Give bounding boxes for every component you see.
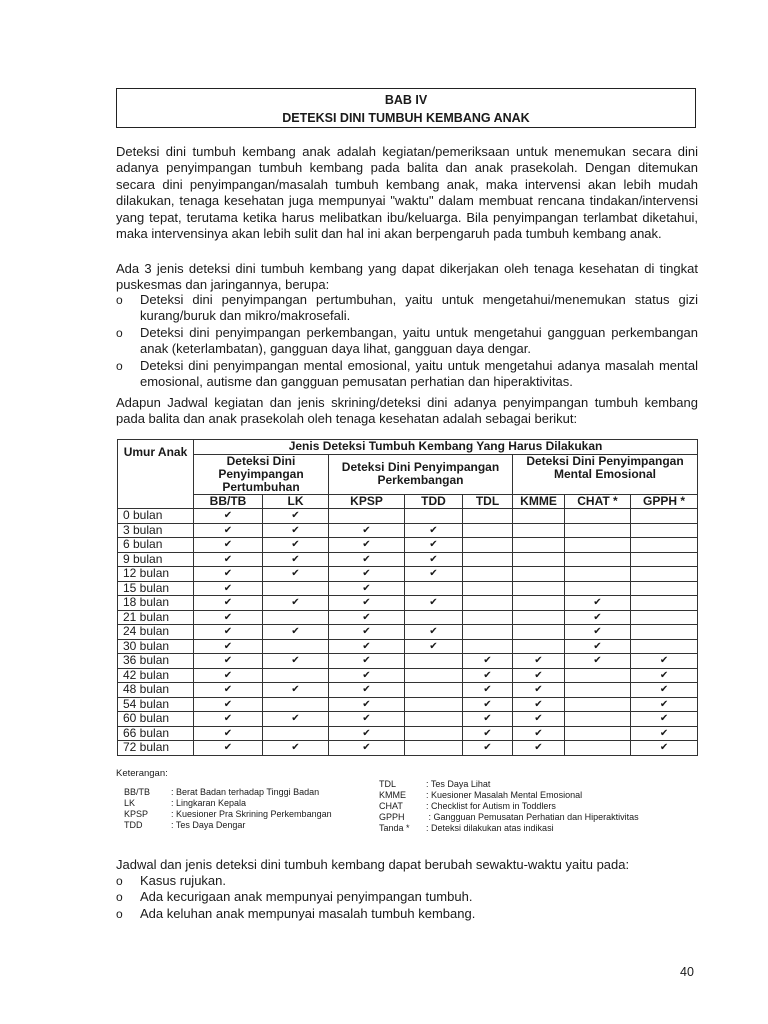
column-header-row <box>118 494 698 509</box>
age-cell: 60 bulan <box>118 712 194 727</box>
table-row <box>118 596 698 611</box>
check-icon: ✔ <box>194 523 263 538</box>
keterangan-abbr: KMME <box>379 790 406 800</box>
keterangan-item <box>379 812 639 823</box>
check-icon: ✔ <box>463 668 513 683</box>
table-row <box>118 509 698 524</box>
check-icon: ✔ <box>329 683 405 698</box>
age-cell: 9 bulan <box>118 552 194 567</box>
check-icon: ✔ <box>329 654 405 669</box>
empty-cell <box>513 567 565 582</box>
check-icon: ✔ <box>513 712 565 727</box>
list-item: o Deteksi dini penyimpangan perkembangan, yaitu untuk mengetahui gangguan perkembangan anak (keterlambatan), gangguan daya lihat, gangguan daya dengar. <box>116 324 698 357</box>
empty-cell <box>631 596 698 611</box>
age-cell: 66 bulan <box>118 726 194 741</box>
check-icon: ✔ <box>565 596 631 611</box>
age-cell: 12 bulan <box>118 567 194 582</box>
empty-cell <box>631 509 698 524</box>
keterangan-abbr: BB/TB <box>124 787 151 797</box>
list-item: o Deteksi dini penyimpangan mental emosional, yaitu untuk mengetahui adanya masalah mental emosional, autisme dan gangguan pemusatan perhatian dan hiperaktivitas. <box>116 357 698 390</box>
check-icon: ✔ <box>329 596 405 611</box>
jenis-deteksi-list <box>116 292 698 390</box>
empty-cell <box>565 712 631 727</box>
keterangan-desc: : Checklist for Autism in Toddlers <box>426 801 556 811</box>
table-row <box>118 654 698 669</box>
list-item: o Kasus rujukan. <box>116 873 226 888</box>
empty-cell <box>565 726 631 741</box>
empty-cell <box>463 567 513 582</box>
column-header: TDD <box>405 494 463 509</box>
check-icon: ✔ <box>329 726 405 741</box>
empty-cell <box>463 625 513 640</box>
empty-cell <box>263 697 329 712</box>
keterangan-abbr: TDL <box>379 779 397 789</box>
check-icon: ✔ <box>329 567 405 582</box>
check-icon: ✔ <box>263 741 329 756</box>
keterangan-abbr: CHAT <box>379 801 403 811</box>
table-row <box>118 610 698 625</box>
check-icon: ✔ <box>329 697 405 712</box>
empty-cell <box>565 697 631 712</box>
empty-cell <box>565 538 631 553</box>
empty-cell <box>631 625 698 640</box>
empty-cell <box>263 610 329 625</box>
empty-cell <box>463 581 513 596</box>
page-number: 40 <box>680 965 694 979</box>
keterangan-desc: : Gangguan Pemusatan Perhatian dan Hiperaktivitas <box>426 812 639 822</box>
keterangan-item <box>379 823 639 834</box>
bullet-icon: o <box>116 874 123 888</box>
keterangan-item <box>124 798 332 809</box>
empty-cell <box>463 552 513 567</box>
empty-cell <box>463 596 513 611</box>
table-row <box>118 625 698 640</box>
check-icon: ✔ <box>263 683 329 698</box>
empty-cell <box>565 581 631 596</box>
empty-cell <box>565 552 631 567</box>
empty-cell <box>405 712 463 727</box>
check-icon: ✔ <box>329 610 405 625</box>
check-icon: ✔ <box>329 712 405 727</box>
keterangan-item <box>124 820 332 831</box>
keterangan-item <box>379 801 639 812</box>
check-icon: ✔ <box>329 741 405 756</box>
check-icon: ✔ <box>405 523 463 538</box>
table-row <box>118 668 698 683</box>
check-icon: ✔ <box>513 654 565 669</box>
bullet-icon: o <box>116 293 123 307</box>
check-icon: ✔ <box>463 741 513 756</box>
empty-cell <box>405 581 463 596</box>
check-icon: ✔ <box>194 509 263 524</box>
check-icon: ✔ <box>194 625 263 640</box>
empty-cell <box>565 741 631 756</box>
check-icon: ✔ <box>329 668 405 683</box>
empty-cell <box>565 523 631 538</box>
bullet-icon: o <box>116 890 123 905</box>
empty-cell <box>513 610 565 625</box>
bullet-icon: o <box>116 906 123 921</box>
list-item: o Ada kecurigaan anak mempunyai penyimpangan tumbuh. <box>116 889 473 905</box>
table-row <box>118 523 698 538</box>
check-icon: ✔ <box>513 697 565 712</box>
empty-cell <box>513 552 565 567</box>
header-umur-anak: Umur Anak <box>118 440 194 509</box>
keterangan-desc: : Berat Badan terhadap Tinggi Badan <box>171 787 320 797</box>
chapter-number: BAB IV <box>384 93 428 107</box>
header-group-pertumbuhan: Deteksi Dini Penyimpangan Pertumbuhan <box>194 454 329 494</box>
check-icon: ✔ <box>263 596 329 611</box>
column-header: KMME <box>513 494 565 509</box>
check-icon: ✔ <box>405 567 463 582</box>
check-icon: ✔ <box>263 509 329 524</box>
empty-cell <box>405 683 463 698</box>
empty-cell <box>631 610 698 625</box>
check-icon: ✔ <box>631 741 698 756</box>
check-icon: ✔ <box>405 639 463 654</box>
table-row <box>118 552 698 567</box>
age-cell: 15 bulan <box>118 581 194 596</box>
empty-cell <box>405 697 463 712</box>
table-body <box>118 509 698 756</box>
age-cell: 6 bulan <box>118 538 194 553</box>
table-row <box>118 538 698 553</box>
keterangan-item <box>124 809 332 820</box>
list-item: o Deteksi dini penyimpangan pertumbuhan, yaitu untuk mengetahui/menemukan status gizi kurang/buruk dan mikro/makrosefali. <box>116 292 698 324</box>
age-cell: 54 bulan <box>118 697 194 712</box>
check-icon: ✔ <box>329 538 405 553</box>
check-icon: ✔ <box>513 683 565 698</box>
empty-cell <box>565 567 631 582</box>
check-icon: ✔ <box>194 697 263 712</box>
check-icon: ✔ <box>329 625 405 640</box>
empty-cell <box>513 625 565 640</box>
empty-cell <box>405 610 463 625</box>
age-cell: 18 bulan <box>118 596 194 611</box>
check-icon: ✔ <box>194 654 263 669</box>
keterangan-desc: : Tes Daya Lihat <box>426 779 491 789</box>
header-group-perkembangan: Deteksi Dini Penyimpangan Perkembangan <box>329 454 513 494</box>
keterangan-item <box>379 779 639 790</box>
empty-cell <box>513 581 565 596</box>
keterangan-desc: : Lingkaran Kepala <box>171 798 247 808</box>
check-icon: ✔ <box>194 596 263 611</box>
check-icon: ✔ <box>194 567 263 582</box>
empty-cell <box>329 509 405 524</box>
check-icon: ✔ <box>194 712 263 727</box>
keterangan-abbr: TDD <box>124 820 143 830</box>
keterangan-desc: : Kuesioner Masalah Mental Emosional <box>426 790 583 800</box>
check-icon: ✔ <box>513 741 565 756</box>
check-icon: ✔ <box>631 697 698 712</box>
check-icon: ✔ <box>405 625 463 640</box>
check-icon: ✔ <box>194 639 263 654</box>
empty-cell <box>631 552 698 567</box>
check-icon: ✔ <box>405 552 463 567</box>
chapter-title-box <box>116 88 696 128</box>
empty-cell <box>513 538 565 553</box>
jadwal-intro-paragraph: Adapun Jadwal kegiatan dan jenis skrining/deteksi dini adanya penyimpangan tumbuh kembang pada balita dan anak prasekolah oleh tenaga kesehatan adalah sebagai berikut: <box>116 395 698 427</box>
empty-cell <box>463 538 513 553</box>
list-item: o Ada keluhan anak mempunyai masalah tumbuh kembang. <box>116 905 476 921</box>
check-icon: ✔ <box>631 654 698 669</box>
empty-cell <box>631 523 698 538</box>
check-icon: ✔ <box>513 668 565 683</box>
check-icon: ✔ <box>405 538 463 553</box>
empty-cell <box>513 639 565 654</box>
check-icon: ✔ <box>194 683 263 698</box>
keterangan-desc: : Deteksi dilakukan atas indikasi <box>426 823 554 833</box>
table-row <box>118 697 698 712</box>
check-icon: ✔ <box>329 581 405 596</box>
table-row <box>118 639 698 654</box>
column-header: BB/TB <box>194 494 263 509</box>
check-icon: ✔ <box>565 610 631 625</box>
table-row <box>118 712 698 727</box>
empty-cell <box>263 639 329 654</box>
check-icon: ✔ <box>263 712 329 727</box>
age-cell: 42 bulan <box>118 668 194 683</box>
age-cell: 30 bulan <box>118 639 194 654</box>
table-row <box>118 581 698 596</box>
column-header: TDL <box>463 494 513 509</box>
empty-cell <box>631 581 698 596</box>
closing-list <box>116 873 698 922</box>
empty-cell <box>463 509 513 524</box>
empty-cell <box>463 639 513 654</box>
empty-cell <box>405 509 463 524</box>
empty-cell <box>263 581 329 596</box>
empty-cell <box>405 654 463 669</box>
age-cell: 72 bulan <box>118 741 194 756</box>
empty-cell <box>463 610 513 625</box>
empty-cell <box>565 668 631 683</box>
check-icon: ✔ <box>329 523 405 538</box>
check-icon: ✔ <box>463 683 513 698</box>
check-icon: ✔ <box>463 654 513 669</box>
keterangan-abbr: KPSP <box>124 809 149 819</box>
empty-cell <box>405 726 463 741</box>
age-cell: 0 bulan <box>118 509 194 524</box>
column-header: CHAT * <box>565 494 631 509</box>
check-icon: ✔ <box>194 552 263 567</box>
check-icon: ✔ <box>263 552 329 567</box>
check-icon: ✔ <box>263 654 329 669</box>
check-icon: ✔ <box>513 726 565 741</box>
column-header: KPSP <box>329 494 405 509</box>
age-cell: 21 bulan <box>118 610 194 625</box>
check-icon: ✔ <box>329 552 405 567</box>
check-icon: ✔ <box>463 712 513 727</box>
check-icon: ✔ <box>194 610 263 625</box>
keterangan-title: Keterangan: <box>116 768 168 779</box>
column-header: GPPH * <box>631 494 698 509</box>
age-cell: 36 bulan <box>118 654 194 669</box>
empty-cell <box>565 509 631 524</box>
check-icon: ✔ <box>631 726 698 741</box>
check-icon: ✔ <box>194 741 263 756</box>
closing-intro-paragraph: Jadwal dan jenis deteksi dini tumbuh kembang dapat berubah sewaktu-waktu yaitu pada: <box>116 857 630 872</box>
check-icon: ✔ <box>263 567 329 582</box>
check-icon: ✔ <box>263 625 329 640</box>
keterangan-abbr: GPPH <box>379 812 405 822</box>
check-icon: ✔ <box>631 712 698 727</box>
intro-paragraph: Deteksi dini tumbuh kembang anak adalah kegiatan/pemeriksaan untuk menemukan secara dini adanya penyimpangan tumbuh kembang pada balita dan anak prasekolah. Dengan ditemukan secara dini penyimpangan/masalah tumbuh kembang anak, maka intervensi akan lebih mudah dilakukan, tenaga kesehatan juga mempunyai "waktu" dalam membuat rencana tindakan/intervensi yang tepat, terutama ketika harus melibatkan ibu/keluarga. Bila penyimpangan terlambat diketahui, maka intervensinya akan lebih sulit dan hal ini akan berpengaruh pada tumbuh kembang anak. <box>116 144 698 242</box>
check-icon: ✔ <box>565 625 631 640</box>
check-icon: ✔ <box>631 683 698 698</box>
empty-cell <box>513 523 565 538</box>
keterangan-desc: : Kuesioner Pra Skrining Perkembangan <box>171 809 332 819</box>
header-group-mental: Deteksi Dini Penyimpangan Mental Emosional <box>513 454 698 494</box>
age-cell: 3 bulan <box>118 523 194 538</box>
empty-cell <box>513 596 565 611</box>
check-icon: ✔ <box>194 581 263 596</box>
empty-cell <box>631 538 698 553</box>
keterangan-item <box>124 787 332 798</box>
check-icon: ✔ <box>463 697 513 712</box>
table-row <box>118 726 698 741</box>
empty-cell <box>565 683 631 698</box>
check-icon: ✔ <box>565 639 631 654</box>
empty-cell <box>405 668 463 683</box>
check-icon: ✔ <box>194 538 263 553</box>
keterangan-abbr: LK <box>124 798 136 808</box>
check-icon: ✔ <box>194 668 263 683</box>
check-icon: ✔ <box>329 639 405 654</box>
check-icon: ✔ <box>463 726 513 741</box>
header-jenis-deteksi: Jenis Deteksi Tumbuh Kembang Yang Harus Dilakukan <box>194 440 698 455</box>
check-icon: ✔ <box>263 538 329 553</box>
empty-cell <box>513 509 565 524</box>
bullet-icon: o <box>116 358 123 373</box>
column-header: LK <box>263 494 329 509</box>
table-row <box>118 683 698 698</box>
chapter-title: DETEKSI DINI TUMBUH KEMBANG ANAK <box>282 111 530 125</box>
keterangan-right <box>379 779 639 834</box>
empty-cell <box>631 639 698 654</box>
check-icon: ✔ <box>565 654 631 669</box>
empty-cell <box>405 741 463 756</box>
age-cell: 48 bulan <box>118 683 194 698</box>
jadwal-deteksi-table <box>117 439 698 756</box>
age-cell: 24 bulan <box>118 625 194 640</box>
keterangan-desc: : Tes Daya Dengar <box>171 820 246 830</box>
empty-cell <box>263 668 329 683</box>
jenis-intro-paragraph: Ada 3 jenis deteksi dini tumbuh kembang yang dapat dikerjakan oleh tenaga kesehatan di tingkat puskesmas dan jaringannya, berupa: <box>116 261 698 293</box>
empty-cell <box>463 523 513 538</box>
check-icon: ✔ <box>263 523 329 538</box>
keterangan-left <box>124 787 332 831</box>
table-row <box>118 567 698 582</box>
empty-cell <box>631 567 698 582</box>
check-icon: ✔ <box>405 596 463 611</box>
table-row <box>118 741 698 756</box>
keterangan-abbr: Tanda * <box>379 823 410 833</box>
check-icon: ✔ <box>631 668 698 683</box>
bullet-icon: o <box>116 325 123 340</box>
check-icon: ✔ <box>194 726 263 741</box>
keterangan-item <box>379 790 639 801</box>
empty-cell <box>263 726 329 741</box>
